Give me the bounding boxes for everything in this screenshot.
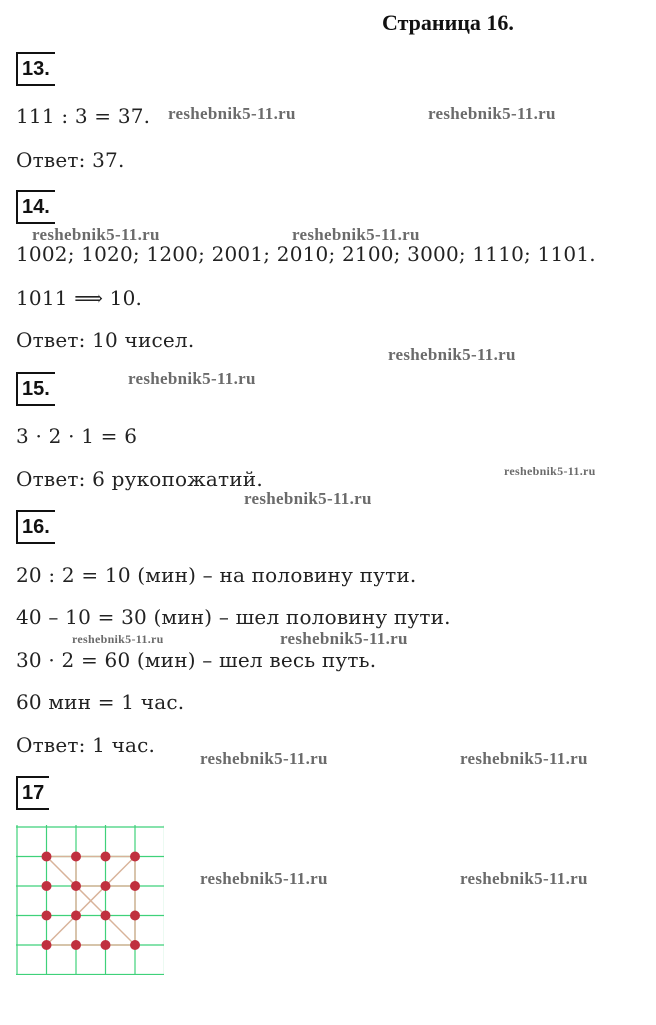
grid-dot — [101, 940, 111, 950]
watermark: reshebnik5-11.ru — [200, 869, 328, 888]
task-14-number: 14. — [16, 190, 55, 224]
watermark: reshebnik5-11.ru — [460, 749, 588, 768]
task-13-number: 13. — [16, 52, 55, 86]
grid-dot — [130, 911, 140, 921]
task-15-answer: Ответ: 6 рукопожатий. — [16, 467, 263, 491]
watermark: reshebnik5-11.ru — [280, 629, 408, 648]
watermark: reshebnik5-11.ru — [388, 345, 516, 364]
grid-dot — [130, 881, 140, 891]
grid-dot — [101, 852, 111, 862]
watermark: reshebnik5-11.ru — [460, 869, 588, 888]
grid-dot — [42, 911, 52, 921]
task-17-number: 17 — [16, 776, 49, 810]
grid-dot — [101, 881, 111, 891]
grid-dot — [42, 881, 52, 891]
task-14-answer: Ответ: 10 чисел. — [16, 328, 195, 352]
grid-dot — [71, 911, 81, 921]
dot-grid-figure — [16, 825, 164, 975]
watermark: reshebnik5-11.ru — [428, 104, 556, 123]
path-lines — [47, 857, 136, 946]
grid-dot — [42, 940, 52, 950]
watermark: reshebnik5-11.ru — [200, 749, 328, 768]
task-13-line-1: 111 : 3 = 37. — [16, 104, 151, 128]
task-16-number: 16. — [16, 510, 55, 544]
task-15-line-1: 3 · 2 · 1 = 6 — [16, 424, 138, 448]
task-16-line-2: 40 – 10 = 30 (мин) – шел половину пути. — [16, 605, 451, 629]
grid-dot — [130, 852, 140, 862]
watermark: reshebnik5-11.ru — [128, 369, 256, 388]
grid-dot — [101, 911, 111, 921]
grid-dot — [71, 852, 81, 862]
grid-dot — [71, 881, 81, 891]
watermark: reshebnik5-11.ru — [72, 632, 164, 646]
grid-dot — [130, 940, 140, 950]
watermark: reshebnik5-11.ru — [504, 464, 596, 478]
task-14-line-1: 1002; 1020; 1200; 2001; 2010; 2100; 3000; 1110; 1101. — [16, 242, 596, 266]
task-13-answer: Ответ: 37. — [16, 148, 125, 172]
watermark: reshebnik5-11.ru — [244, 489, 372, 508]
page-title: Страница 16. — [382, 10, 514, 35]
watermark: reshebnik5-11.ru — [168, 104, 296, 123]
task-16-line-3: 30 · 2 = 60 (мин) – шел весь путь. — [16, 648, 377, 672]
task-14-line-2: 1011 ⟹ 10. — [16, 286, 143, 310]
watermark: reshebnik5-11.ru — [32, 225, 160, 244]
grid-dot — [42, 852, 52, 862]
task-16-line-1: 20 : 2 = 10 (мин) – на половину пути. — [16, 563, 417, 587]
task-16-line-4: 60 мин = 1 час. — [16, 690, 185, 714]
task-15-number: 15. — [16, 372, 55, 406]
task-16-answer: Ответ: 1 час. — [16, 733, 156, 757]
grid-dot — [71, 940, 81, 950]
watermark: reshebnik5-11.ru — [292, 225, 420, 244]
